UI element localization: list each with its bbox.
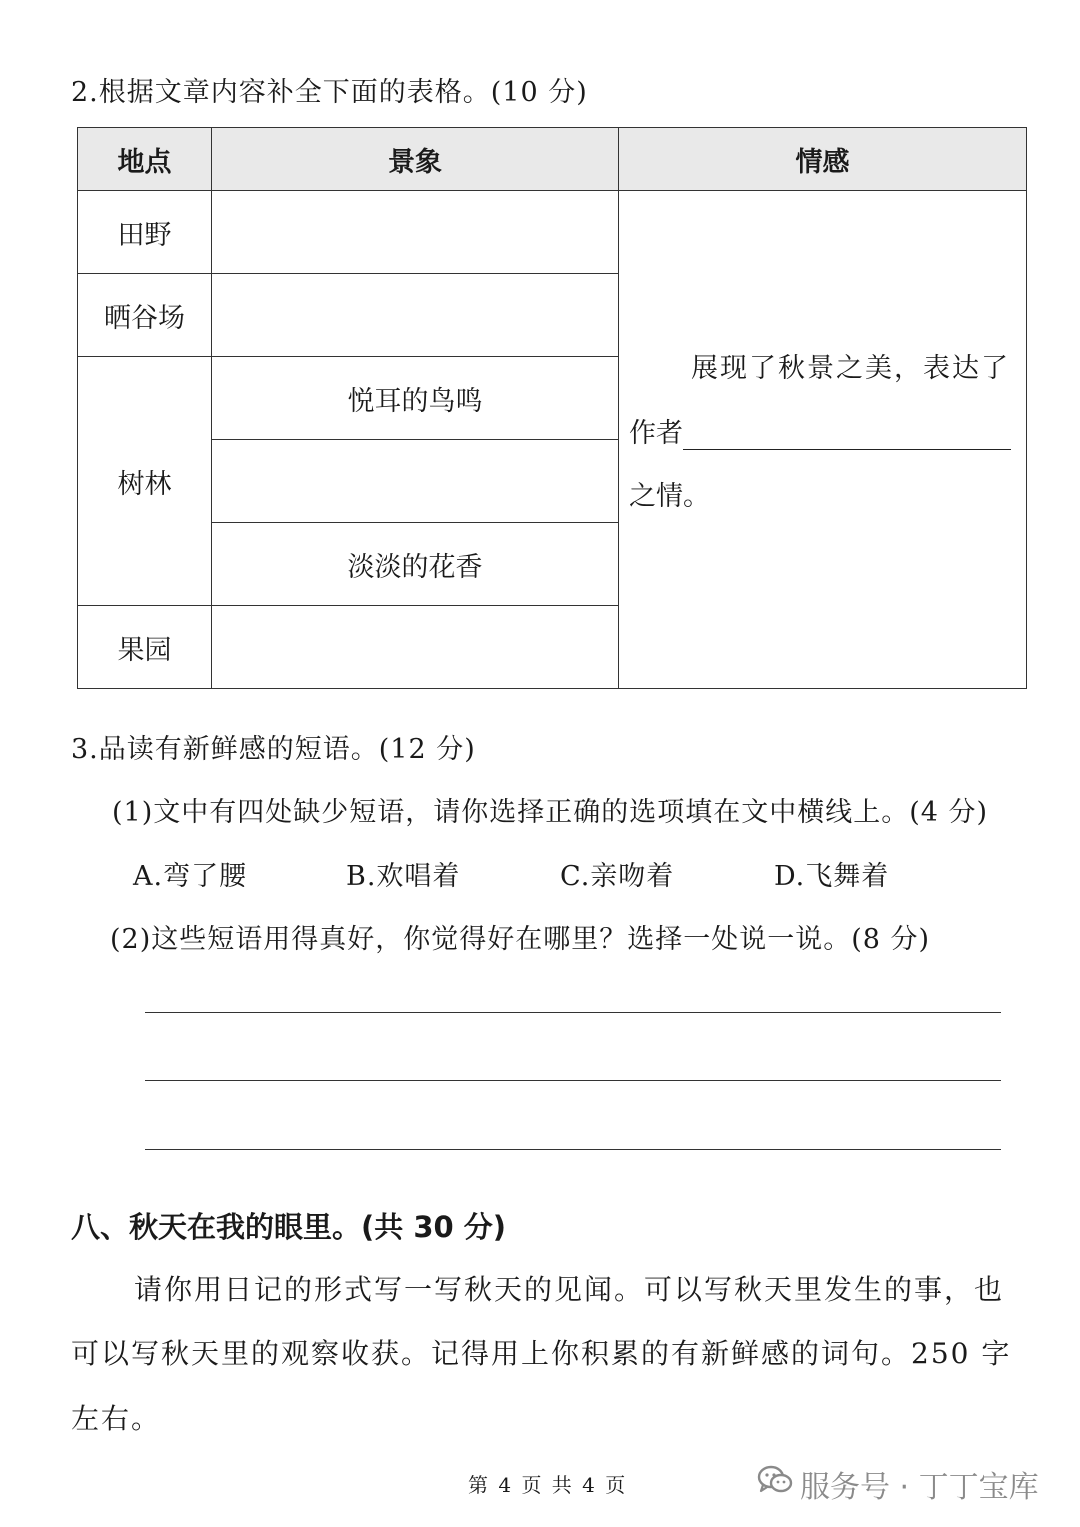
q3-sub2: (2)这些短语用得真好，你觉得好在哪里？选择一处说一说。(8 分): [110, 924, 931, 955]
wechat-icon: [757, 1465, 793, 1495]
q2-heading: 2.根据文章内容补全下面的表格。(10 分): [71, 77, 588, 108]
place-cell: 树林: [78, 357, 212, 606]
answer-line[interactable]: [145, 1012, 1001, 1013]
emotion-cell: [619, 191, 1027, 689]
table-row: [78, 191, 1027, 274]
section8-line-3: 左右。: [71, 1402, 162, 1435]
section8-line-1: 请你用日记的形式写一写秋天的见闻。可以写秋天里发生的事，也: [134, 1273, 1005, 1306]
scene-cell[interactable]: [212, 191, 619, 274]
header-emotion: 情感: [619, 128, 1027, 191]
header-scene: 景象: [212, 128, 619, 191]
emotion-blank[interactable]: [683, 423, 1011, 450]
watermark: 服务号 · 丁丁宝库: [800, 1470, 1039, 1505]
answer-line[interactable]: [145, 1149, 1001, 1150]
scene-cell: 淡淡的花香: [212, 523, 619, 606]
option-b: B.欢唱着: [346, 861, 461, 892]
option-c: C.亲吻着: [560, 861, 675, 892]
option-a: A.弯了腰: [133, 861, 248, 892]
page-number: 第 4 页 共 4 页: [468, 1473, 628, 1497]
q3-sub1: (1)文中有四处缺少短语，请你选择正确的选项填在文中横线上。(4 分): [112, 797, 989, 828]
option-d: D.飞舞着: [774, 861, 890, 892]
fill-in-table: [77, 127, 1027, 689]
emotion-prefix: 作者: [629, 418, 683, 449]
emotion-line-2: [629, 411, 1011, 450]
q3-heading: 3.品读有新鲜感的短语。(12 分): [71, 734, 476, 765]
place-cell: 晒谷场: [78, 274, 212, 357]
scene-cell[interactable]: [212, 440, 619, 523]
place-cell: 果园: [78, 606, 212, 689]
scene-cell[interactable]: [212, 606, 619, 689]
emotion-line-3: 之情。: [629, 481, 710, 512]
section8-line-2: 可以写秋天里的观察收获。记得用上你积累的有新鲜感的词句。250 字: [71, 1337, 1012, 1370]
table-header-row: [78, 128, 1027, 191]
section8-title: 八、秋天在我的眼里。(共 30 分): [71, 1210, 507, 1244]
emotion-line-1: 展现了秋景之美，表达了: [691, 353, 1010, 384]
header-place: 地点: [78, 128, 212, 191]
place-cell: 田野: [78, 191, 212, 274]
scene-cell: 悦耳的鸟鸣: [212, 357, 619, 440]
answer-line[interactable]: [145, 1080, 1001, 1081]
scene-cell[interactable]: [212, 274, 619, 357]
